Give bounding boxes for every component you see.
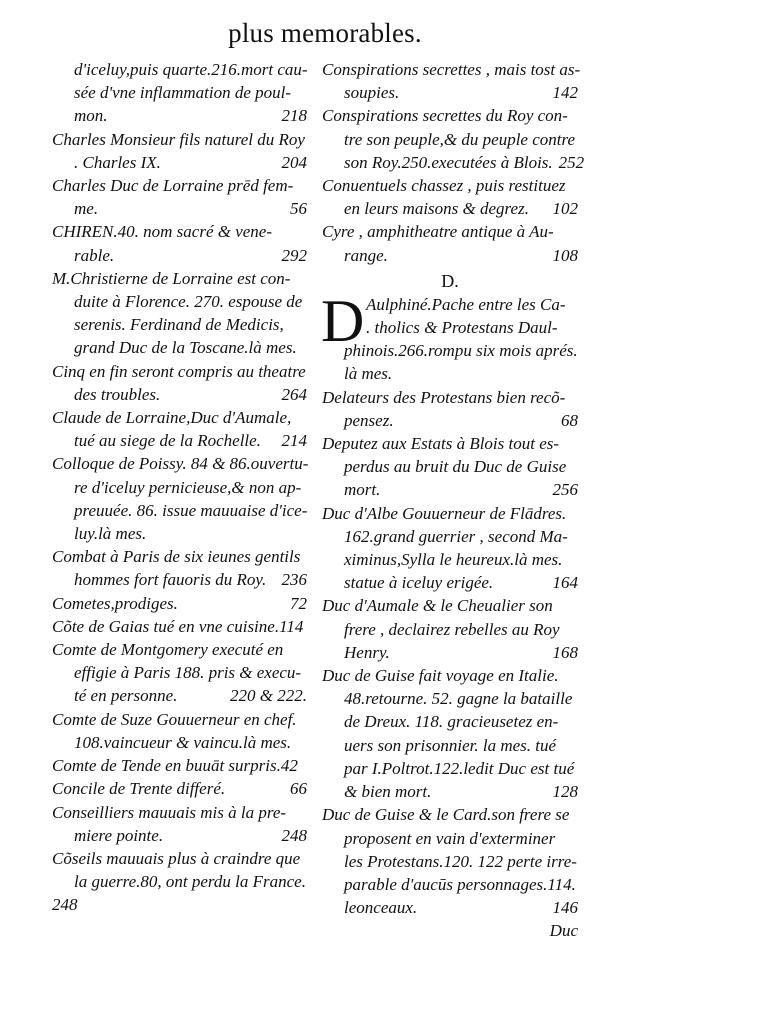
entry-text: me.	[74, 199, 99, 219]
entry-text: proposent en vain d'exterminer	[344, 828, 556, 848]
entry-text: leonceaux.	[344, 898, 418, 918]
entry-text: Duc de Guise fait voyage en Italie.	[322, 666, 559, 686]
index-entry	[322, 502, 578, 595]
index-entry	[52, 220, 307, 266]
index-entry	[52, 708, 307, 754]
page-number: 292	[281, 245, 307, 265]
entry-text: 108.vaincueur & vaincu.là mes.	[74, 732, 292, 752]
entry-text: pensez.	[344, 410, 394, 430]
entry-text: tre son peuple,& du peuple contre	[344, 129, 576, 149]
index-entry	[52, 801, 307, 847]
entry-text: grand Duc de la Toscane.là mes.	[74, 338, 297, 358]
entry-text: Concile de Trente differé.	[52, 779, 226, 799]
entry-text: soupies.	[344, 83, 400, 103]
index-entry	[52, 615, 307, 638]
entry-text: Duc d'Albe Gouuerneur de Flādres.	[322, 503, 567, 523]
index-entry	[322, 104, 585, 174]
entry-text: M.Christierne de Lorraine est con-	[52, 268, 291, 288]
entry-text: Duc d'Aumale & le Cheualier son	[322, 596, 553, 616]
index-entry	[52, 545, 307, 591]
entry-text: 162.grand guerrier , second Ma-	[344, 526, 568, 546]
entry-text: re d'iceluy pernicieuse,& non ap-	[74, 477, 302, 497]
index-column-left	[52, 58, 307, 917]
index-entry	[52, 174, 307, 220]
entry-text: Colloque de Poissy. 84 & 86.ouvertu-	[52, 454, 309, 474]
page-number: 164	[552, 573, 578, 593]
index-entry	[322, 432, 578, 502]
page-number: 142	[552, 83, 578, 103]
entry-text: serenis. Ferdinand de Medicis,	[74, 315, 284, 335]
entry-text: Claude de Lorraine,Duc d'Aumale,	[52, 408, 292, 428]
page-number: 220 & 222.	[230, 686, 307, 706]
entry-text: Cõseils mauuais plus à craindre que	[52, 848, 301, 868]
entry-text: les Protestans.120. 122 perte irre-	[344, 851, 577, 871]
entry-text: Cõte de Gaias tué en vne cuisine.114	[52, 616, 304, 636]
page-number: 56	[290, 199, 307, 219]
index-entry	[52, 777, 307, 800]
entry-text: Cometes,prodiges.	[52, 593, 178, 613]
page-number: 236	[281, 570, 307, 590]
entry-text: de Dreux. 118. gracieusetez en-	[344, 712, 559, 732]
entry-text: Conspirations secrettes du Roy con-	[322, 106, 568, 126]
index-entry	[52, 58, 307, 128]
page-number: 204	[281, 152, 307, 172]
entry-text: en leurs maisons & degrez.	[344, 199, 529, 219]
entry-text: Comte de Tende en buuāt surpris.42	[52, 756, 298, 776]
page-number: 168	[552, 642, 578, 662]
entry-text: la guerre.80, ont perdu la France.	[74, 872, 306, 892]
page-number: 248	[281, 825, 307, 845]
entry-text: miere pointe.	[74, 825, 164, 845]
entry-text: Duc de Guise & le Card.son frere se	[322, 805, 570, 825]
entry-text: son Roy.250.executées à Blois.	[344, 152, 553, 172]
entry-text: CHIREN.40. nom sacré & vene-	[52, 222, 273, 242]
index-entry	[52, 452, 307, 545]
entry-text: hommes fort fauoris du Roy.	[74, 570, 267, 590]
page-number: 68	[561, 410, 578, 430]
entry-text: Combat à Paris de six ieunes gentils	[52, 547, 301, 567]
entry-text: preuuée. 86. issue mauuaise d'ice-	[74, 500, 308, 520]
index-entry	[322, 58, 581, 104]
entry-text: phinois.266.rompu six mois aprés.	[344, 341, 578, 361]
index-entry	[322, 803, 578, 919]
entry-text: par I.Poltrot.122.ledit Duc est tué	[344, 758, 575, 778]
entry-text: Conseilliers mauuais mis à la pre-	[52, 802, 287, 822]
page-number: 256	[552, 480, 578, 500]
index-entry	[52, 128, 307, 174]
entry-text: . tholics & Protestans Daul-	[366, 318, 558, 338]
entry-text: ximinus,Sylla le heureux.là mes.	[344, 550, 563, 570]
index-entry	[322, 386, 578, 432]
entry-text: Charles Duc de Lorraine prēd fem-	[52, 176, 294, 196]
index-entry	[52, 360, 307, 406]
entry-text: statue à iceluy erigée.	[344, 573, 494, 593]
index-entry	[52, 847, 307, 917]
index-entry	[322, 594, 578, 664]
index-column-right	[321, 58, 585, 943]
entry-text: Charles Monsieur fils naturel du Roy	[52, 129, 305, 149]
page-number: 72	[290, 593, 307, 613]
entry-text: mort.	[344, 480, 381, 500]
drop-cap-letter: D	[321, 287, 365, 354]
entry-text: Aulphiné.Pache entre les Ca-	[366, 294, 566, 314]
entry-text: rable.	[74, 245, 115, 265]
index-entry	[52, 754, 307, 777]
page-number: 128	[552, 782, 578, 802]
catchword: Duc	[549, 921, 578, 941]
entry-text: Cyre , amphitheatre antique à Au-	[322, 222, 554, 242]
entry-text: Deputez aux Estats à Blois tout es-	[322, 434, 560, 454]
entry-text: Henry.	[344, 642, 390, 662]
page-number: 252	[558, 152, 585, 172]
running-header: plus memorables.	[228, 18, 422, 48]
page-number: 214	[281, 431, 307, 451]
entry-text: parable d'aucūs personnages.114.	[344, 874, 576, 894]
page-number: 102	[552, 199, 578, 219]
entry-text: Conuentuels chassez , puis restituez	[322, 176, 566, 196]
entry-text: duite à Florence. 270. espouse de	[74, 292, 303, 312]
section-letter: D.	[441, 270, 459, 291]
page-number: 264	[281, 384, 307, 404]
index-entry	[52, 638, 307, 708]
page-number: 108	[552, 245, 578, 265]
page-number: 146	[552, 898, 578, 918]
page-number: 66	[290, 779, 307, 799]
entry-text: luy.là mes.	[74, 524, 147, 544]
entry-text: frere , declairez rebelles au Roy	[344, 619, 560, 639]
entry-text: . Charles IX.	[74, 152, 161, 172]
entry-text: Comte de Montgomery executé en	[52, 640, 284, 660]
entry-text: perdus au bruit du Duc de Guise	[344, 457, 567, 477]
entry-text: 48.retourne. 52. gagne la bataille	[344, 689, 573, 709]
entry-text: effigie à Paris 188. pris & execu-	[74, 663, 302, 683]
index-entry	[52, 267, 307, 360]
entry-text: Comte de Suze Gouuerneur en chef.	[52, 709, 297, 729]
entry-text: té en personne.	[74, 686, 178, 706]
entry-text: Delateurs des Protestans bien recõ-	[322, 387, 566, 407]
entry-text: sée d'vne inflammation de poul-	[74, 83, 292, 103]
page-number: 218	[281, 106, 307, 126]
index-entry	[322, 174, 578, 220]
entry-text: mon.	[74, 106, 108, 126]
index-entry	[52, 592, 307, 615]
entry-text: tué au siege de la Rochelle.	[74, 431, 261, 451]
entry-text: Conspirations secrettes , mais tost as-	[322, 60, 581, 79]
entry-text: & bien mort.	[344, 782, 432, 802]
entry-text: range.	[344, 245, 388, 265]
entry-text: des troubles.	[74, 384, 161, 404]
page-number: 248	[52, 895, 78, 915]
index-entry	[52, 406, 307, 452]
entry-text: là mes.	[344, 364, 393, 384]
index-entry	[322, 220, 578, 266]
entry-text: Cinq en fin seront compris au theatre	[52, 361, 306, 381]
index-entry	[322, 664, 578, 803]
index-entry	[321, 287, 578, 386]
entry-text: d'iceluy,puis quarte.216.mort cau-	[74, 60, 308, 79]
entry-text: uers son prisonnier. la mes. tué	[344, 735, 557, 755]
